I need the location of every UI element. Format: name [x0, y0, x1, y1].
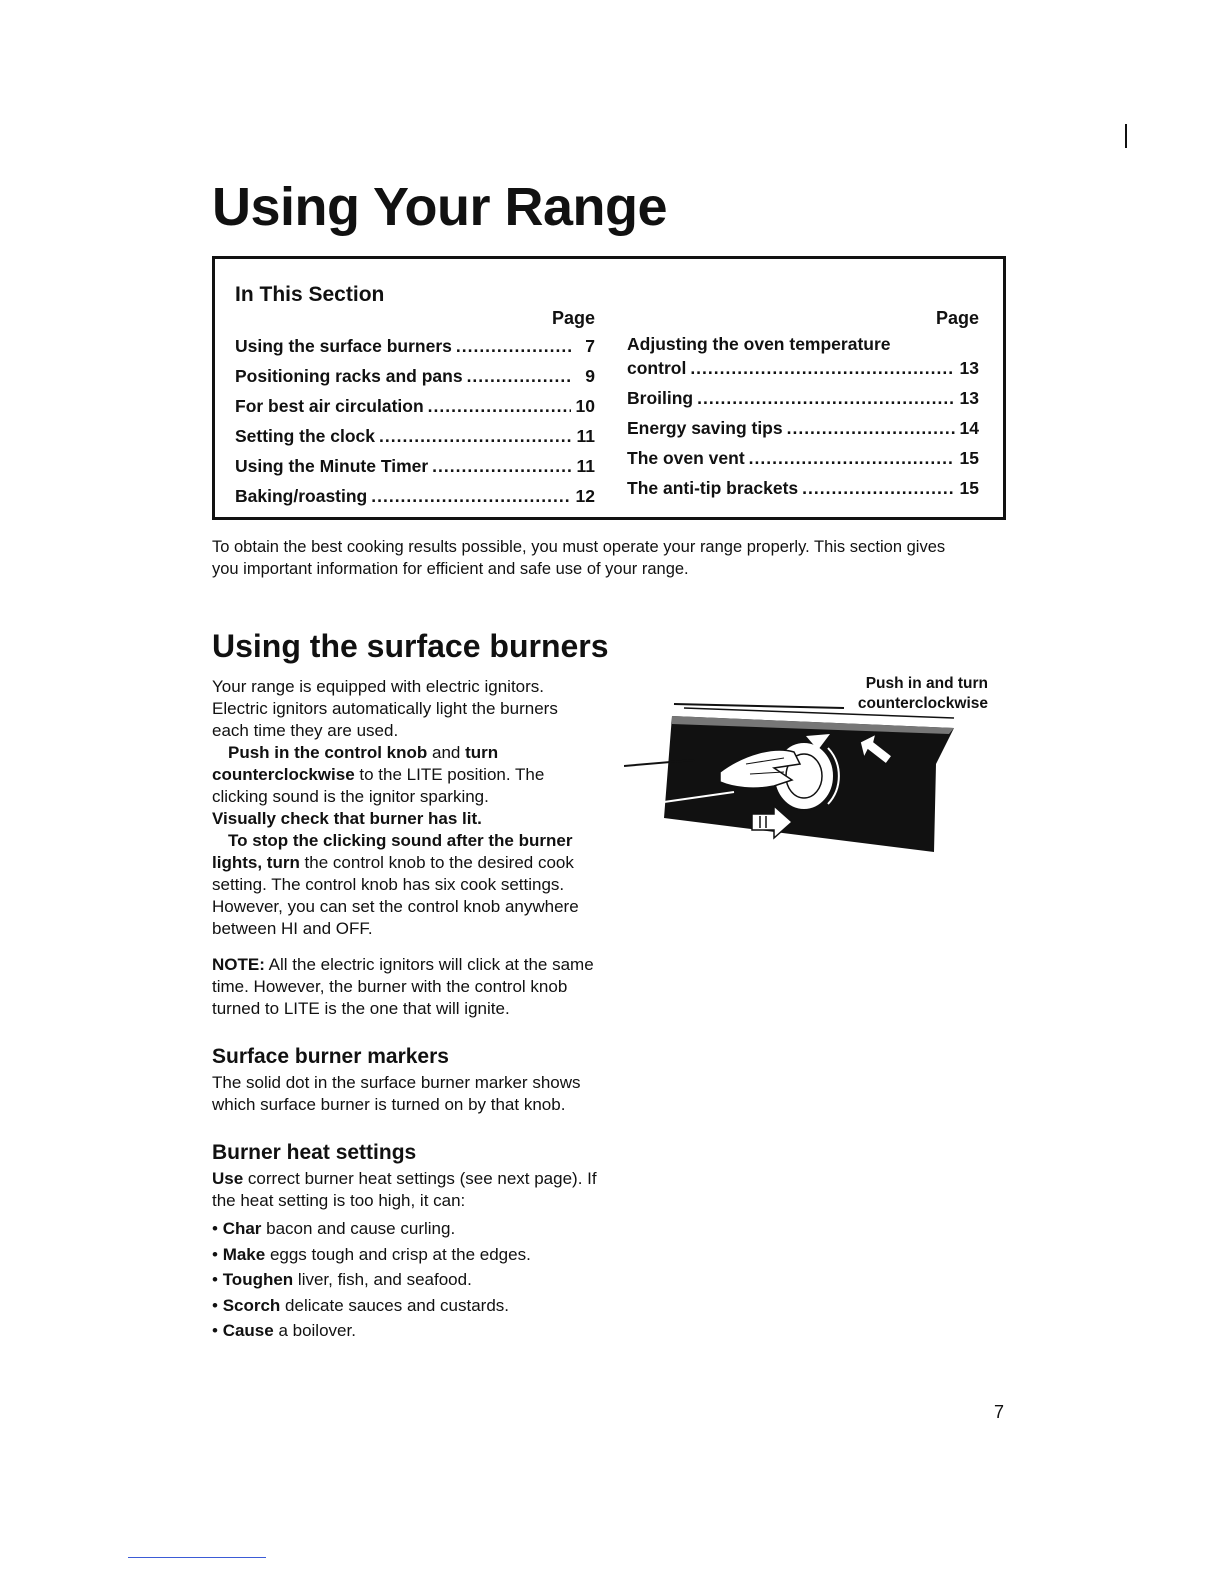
toc-entry-label: Broiling	[627, 388, 694, 408]
emphasis: Scorch	[222, 1295, 281, 1315]
list-item: • Cause a boilover.	[212, 1321, 356, 1340]
toc-entry-label: The oven vent	[627, 448, 745, 468]
emphasis: To stop the clicking sound after the burner lights, turn	[212, 831, 573, 872]
toc-entry-label-line1[interactable]: Adjusting the oven temperature	[627, 334, 891, 354]
toc-entry-label: control	[627, 358, 687, 378]
note-text: All the electric ignitors will click at the same time. However, the burner with the control knob turned to LITE is the one that will ignite.	[212, 955, 594, 1018]
emphasis: Toughen	[222, 1270, 294, 1289]
toc-entry[interactable]	[627, 413, 979, 443]
note-label: NOTE:	[212, 955, 265, 974]
body-paragraph	[212, 742, 597, 808]
toc-entry[interactable]	[235, 421, 595, 451]
figure-caption-line: Push in and turn	[865, 675, 988, 692]
toc-entry-page: 14	[959, 418, 979, 438]
body-text: to the LITE position. The clicking sound is the ignitor sparking.	[212, 765, 545, 806]
toc-entry[interactable]	[235, 361, 595, 391]
subheading-surface-burner-markers: Surface burner markers	[212, 1045, 449, 1068]
toc-entry-page: 13	[959, 388, 979, 408]
margin-change-bar	[1125, 124, 1127, 148]
toc-entry[interactable]	[627, 353, 979, 383]
toc-entry-page: 11	[576, 456, 595, 476]
toc-box	[212, 256, 1006, 520]
toc-entry[interactable]	[627, 383, 979, 413]
toc-entry[interactable]	[235, 391, 595, 421]
toc-entry-page: 15	[959, 448, 979, 468]
leader-dots	[379, 421, 571, 451]
list-item: • Toughen liver, fish, and seafood.	[212, 1270, 472, 1289]
footer-rule	[128, 1557, 266, 1558]
body-paragraph	[212, 808, 597, 830]
emphasis: Use	[212, 1169, 244, 1188]
emphasis: Visually check that burner has lit.	[212, 809, 482, 828]
toc-entry-label: Using the Minute Timer	[235, 456, 429, 476]
toc-column-left	[235, 305, 595, 511]
intro-paragraph: To obtain the best cooking results possible, you must operate your range properly. This section gives you important information for efficient and safe use of your range.	[212, 538, 946, 578]
body-text: correct burner heat settings (see next page). If the heat setting is too high, it can:	[212, 1169, 597, 1210]
emphasis: turn counterclockwise	[212, 743, 499, 784]
leader-dots	[802, 473, 955, 503]
emphasis: Cause	[222, 1321, 274, 1340]
toc-entry-label: Baking/roasting	[235, 486, 368, 506]
toc-entry[interactable]	[627, 473, 979, 503]
toc-entry-label: Using the surface burners	[235, 336, 452, 356]
body-text: liver, fish, and seafood.	[293, 1270, 472, 1289]
toc-entry-page: 12	[575, 486, 595, 506]
body-text: eggs tough and crisp at the edges.	[265, 1244, 531, 1264]
body-paragraph	[212, 830, 597, 940]
toc-entry[interactable]	[627, 443, 979, 473]
body-text: delicate sauces and custards.	[280, 1295, 510, 1315]
toc-entry[interactable]	[235, 481, 595, 511]
toc-heading: In This Section	[235, 283, 385, 306]
toc-entry-page: 7	[585, 336, 595, 356]
toc-entry-label: Energy saving tips	[627, 418, 783, 438]
leader-dots	[787, 413, 955, 443]
leader-dots	[467, 361, 571, 391]
toc-entry-label: Setting the clock	[235, 426, 376, 446]
page-title: Using Your Range	[212, 177, 668, 237]
emphasis: Push in the control knob	[228, 743, 428, 762]
leader-dots	[697, 383, 955, 413]
section-title: Using the surface burners	[212, 628, 609, 664]
page-number: 7	[994, 1402, 1005, 1422]
body-text: the control knob to the desired cook setting. The control knob has six cook settings. However, you can set the control knob anywhere between HI and OFF.	[212, 853, 579, 938]
bullet-list	[212, 1216, 597, 1344]
emphasis: Make	[222, 1244, 266, 1264]
toc-entry-label: Positioning racks and pans	[235, 366, 463, 386]
body-text: a boilover.	[273, 1321, 356, 1340]
leader-dots	[690, 353, 955, 383]
toc-entry-page: 9	[585, 366, 595, 386]
list-item: • Char bacon and cause curling.	[212, 1219, 456, 1238]
toc-column-right	[627, 305, 979, 503]
toc-entry[interactable]	[235, 451, 595, 481]
leader-dots	[456, 331, 571, 361]
body-text: and	[427, 743, 466, 762]
hand-turning-knob-icon	[624, 694, 994, 864]
leader-dots	[432, 451, 571, 481]
toc-entry-page: 11	[576, 426, 595, 446]
body-paragraph: Your range is equipped with electric ignitors. Electric ignitors automatically light the burners each time they are used.	[212, 677, 558, 740]
list-item: • Make eggs tough and crisp at the edges.	[212, 1244, 531, 1264]
toc-entry-page: 15	[959, 478, 979, 498]
knob-illustration	[624, 674, 994, 864]
toc-page-label: Page	[935, 308, 979, 328]
emphasis: Char	[222, 1219, 262, 1238]
note-paragraph	[212, 954, 597, 1020]
body-column	[212, 676, 597, 1344]
toc-entry-label: For best air circulation	[235, 396, 424, 416]
list-item: • Scorch delicate sauces and custards.	[212, 1295, 510, 1315]
leader-dots	[428, 391, 571, 421]
body-paragraph: The solid dot in the surface burner marker shows which surface burner is turned on by that knob.	[212, 1073, 581, 1114]
toc-page-label: Page	[551, 308, 595, 328]
leader-dots	[749, 443, 955, 473]
body-paragraph	[212, 1168, 597, 1212]
figure-caption-line: counterclockwise	[857, 695, 988, 712]
toc-entry-page: 10	[575, 396, 595, 416]
toc-entry-label: The anti-tip brackets	[627, 478, 799, 498]
toc-entry[interactable]	[235, 331, 595, 361]
subheading-burner-heat-settings: Burner heat settings	[212, 1141, 417, 1164]
toc-entry-page: 13	[959, 358, 979, 378]
leader-dots	[371, 481, 571, 511]
body-text: bacon and cause curling.	[261, 1219, 456, 1238]
